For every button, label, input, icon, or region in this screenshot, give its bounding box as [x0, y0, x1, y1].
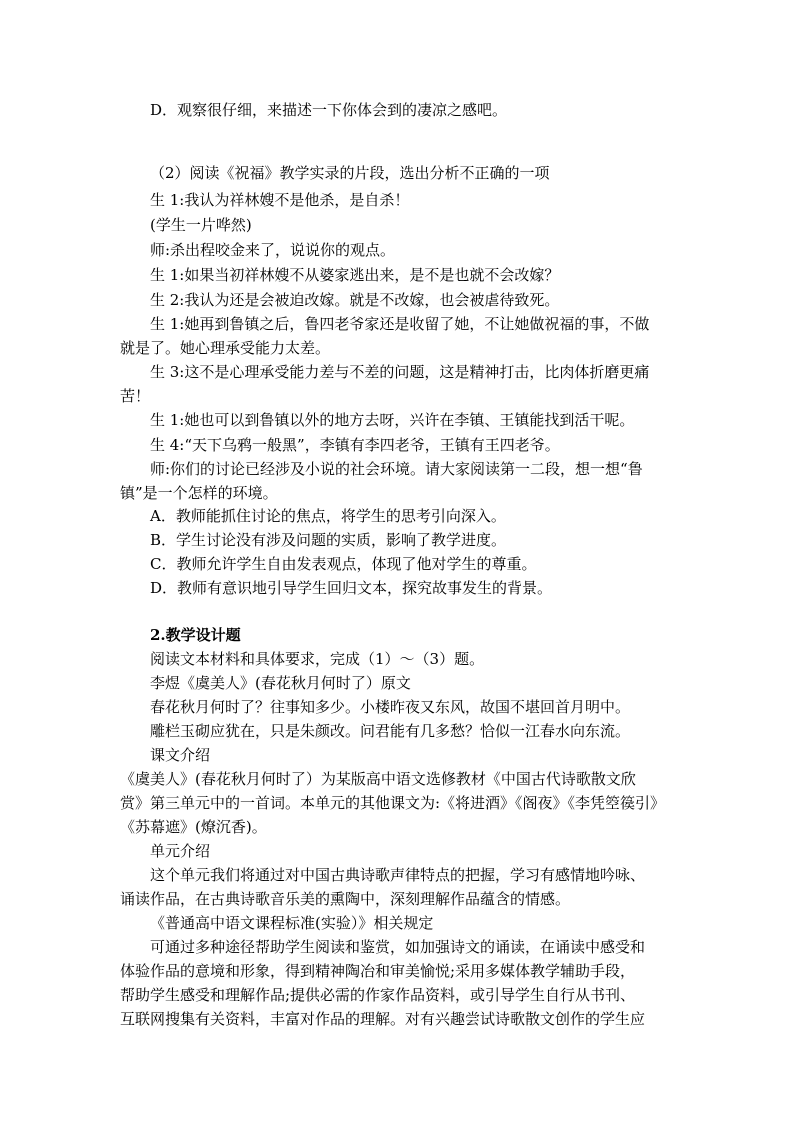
- option-c: C．教师允许学生自由发表观点，体现了他对学生的尊重。: [150, 555, 537, 573]
- section-line: 《虞美人》(春花秋月何时了）为某版高中语文选修教材《中国古代诗歌散文欣: [120, 770, 636, 788]
- subheading: 课文介绍: [150, 746, 211, 764]
- section-line: 帮助学生感受和理解作品;提供必需的作家作品资料，或引导学生自行从书刊、: [120, 986, 636, 1004]
- q2-prompt: （2）阅读《祝福》教学实录的片段，选出分析不正确的一项: [150, 164, 550, 182]
- section-line: 李煜《虞美人》(春花秋月何时了）原文: [150, 674, 411, 692]
- dialogue-line: (学生一片哗然): [150, 216, 252, 234]
- poem-line: 雕栏玉砌应犹在，只是朱颜改。问君能有几多愁？恰似一江春水向东流。: [150, 722, 631, 740]
- dialogue-line: 生 1:她再到鲁镇之后，鲁四老爷家还是收留了她，不让她做祝福的事，不做: [150, 315, 650, 333]
- dialogue-line: 苦！: [120, 387, 151, 405]
- subheading: 《普通高中语文课程标准(实验）》相关规定: [150, 914, 434, 932]
- section-heading: 2.教学设计题: [150, 626, 241, 644]
- section-line: 阅读文本材料和具体要求，完成（1）～（3）题。: [150, 650, 485, 668]
- section-line: 诵读作品，在古典诗歌音乐美的熏陶中，深刻理解作品蕴含的情感。: [120, 890, 571, 908]
- section-line: 可通过多种途径帮助学生阅读和鉴赏，如加强诗文的诵读，在诵读中感受和: [150, 938, 646, 956]
- section-line: 互联网搜集有关资料，丰富对作品的理解。对有兴趣尝试诗歌散文创作的学生应: [120, 1010, 646, 1028]
- dialogue-line: 生 2:我认为还是会被迫改嫁。就是不改嫁，也会被虐待致死。: [150, 291, 560, 309]
- subheading: 单元介绍: [150, 842, 211, 860]
- q1-option-d: D．观察很仔细，来描述一下你体会到的凄凉之感吧。: [150, 101, 508, 119]
- section-line: 这个单元我们将通过对中国古典诗歌声律特点的把握，学习有感情地吟咏、: [150, 866, 646, 884]
- section-line: 赏》第三单元中的一首词。本单元的其他课文为:《将进酒》《阁夜》《李凭箜篌引》: [120, 794, 666, 812]
- dialogue-line: 生 4:“天下乌鸦一般黑”，李镇有李四老爷，王镇有王四老爷。: [150, 436, 560, 454]
- dialogue-line: 师:你们的讨论已经涉及小说的社会环境。请大家阅读第一二段，想一想“鲁: [150, 460, 643, 478]
- dialogue-line: 生 1:如果当初祥林嫂不从婆家逃出来，是不是也就不会改嫁？: [150, 266, 560, 284]
- dialogue-line: 就是了。她心理承受能力太差。: [120, 339, 331, 357]
- dialogue-line: 镇”是一个怎样的环境。: [120, 484, 278, 502]
- section-line: 体验作品的意境和形象，得到精神陶冶和审美愉悦;采用多媒体教学辅助手段，: [120, 962, 636, 980]
- poem-line: 春花秋月何时了？往事知多少。小楼昨夜又东风，故国不堪回首月明中。: [150, 698, 631, 716]
- dialogue-line: 生 1:我认为祥林嫂不是他杀，是自杀！: [150, 191, 410, 209]
- dialogue-line: 师:杀出程咬金来了，说说你的观点。: [150, 241, 396, 259]
- option-a: A．教师能抓住讨论的焦点，将学生的思考引向深入。: [150, 507, 506, 525]
- dialogue-line: 生 1:她也可以到鲁镇以外的地方去呀，兴许在李镇、王镇能找到活干呢。: [150, 411, 635, 429]
- dialogue-line: 生 3:这不是心理承受能力差与不差的问题，这是精神打击，比肉体折磨更痛: [150, 363, 650, 381]
- option-b: B．学生讨论没有涉及问题的实质，影响了教学进度。: [150, 531, 507, 549]
- section-line: 《苏幕遮》(燎沉香)。: [120, 818, 267, 836]
- option-d: D．教师有意识地引导学生回归文本，探究故事发生的背景。: [150, 579, 553, 597]
